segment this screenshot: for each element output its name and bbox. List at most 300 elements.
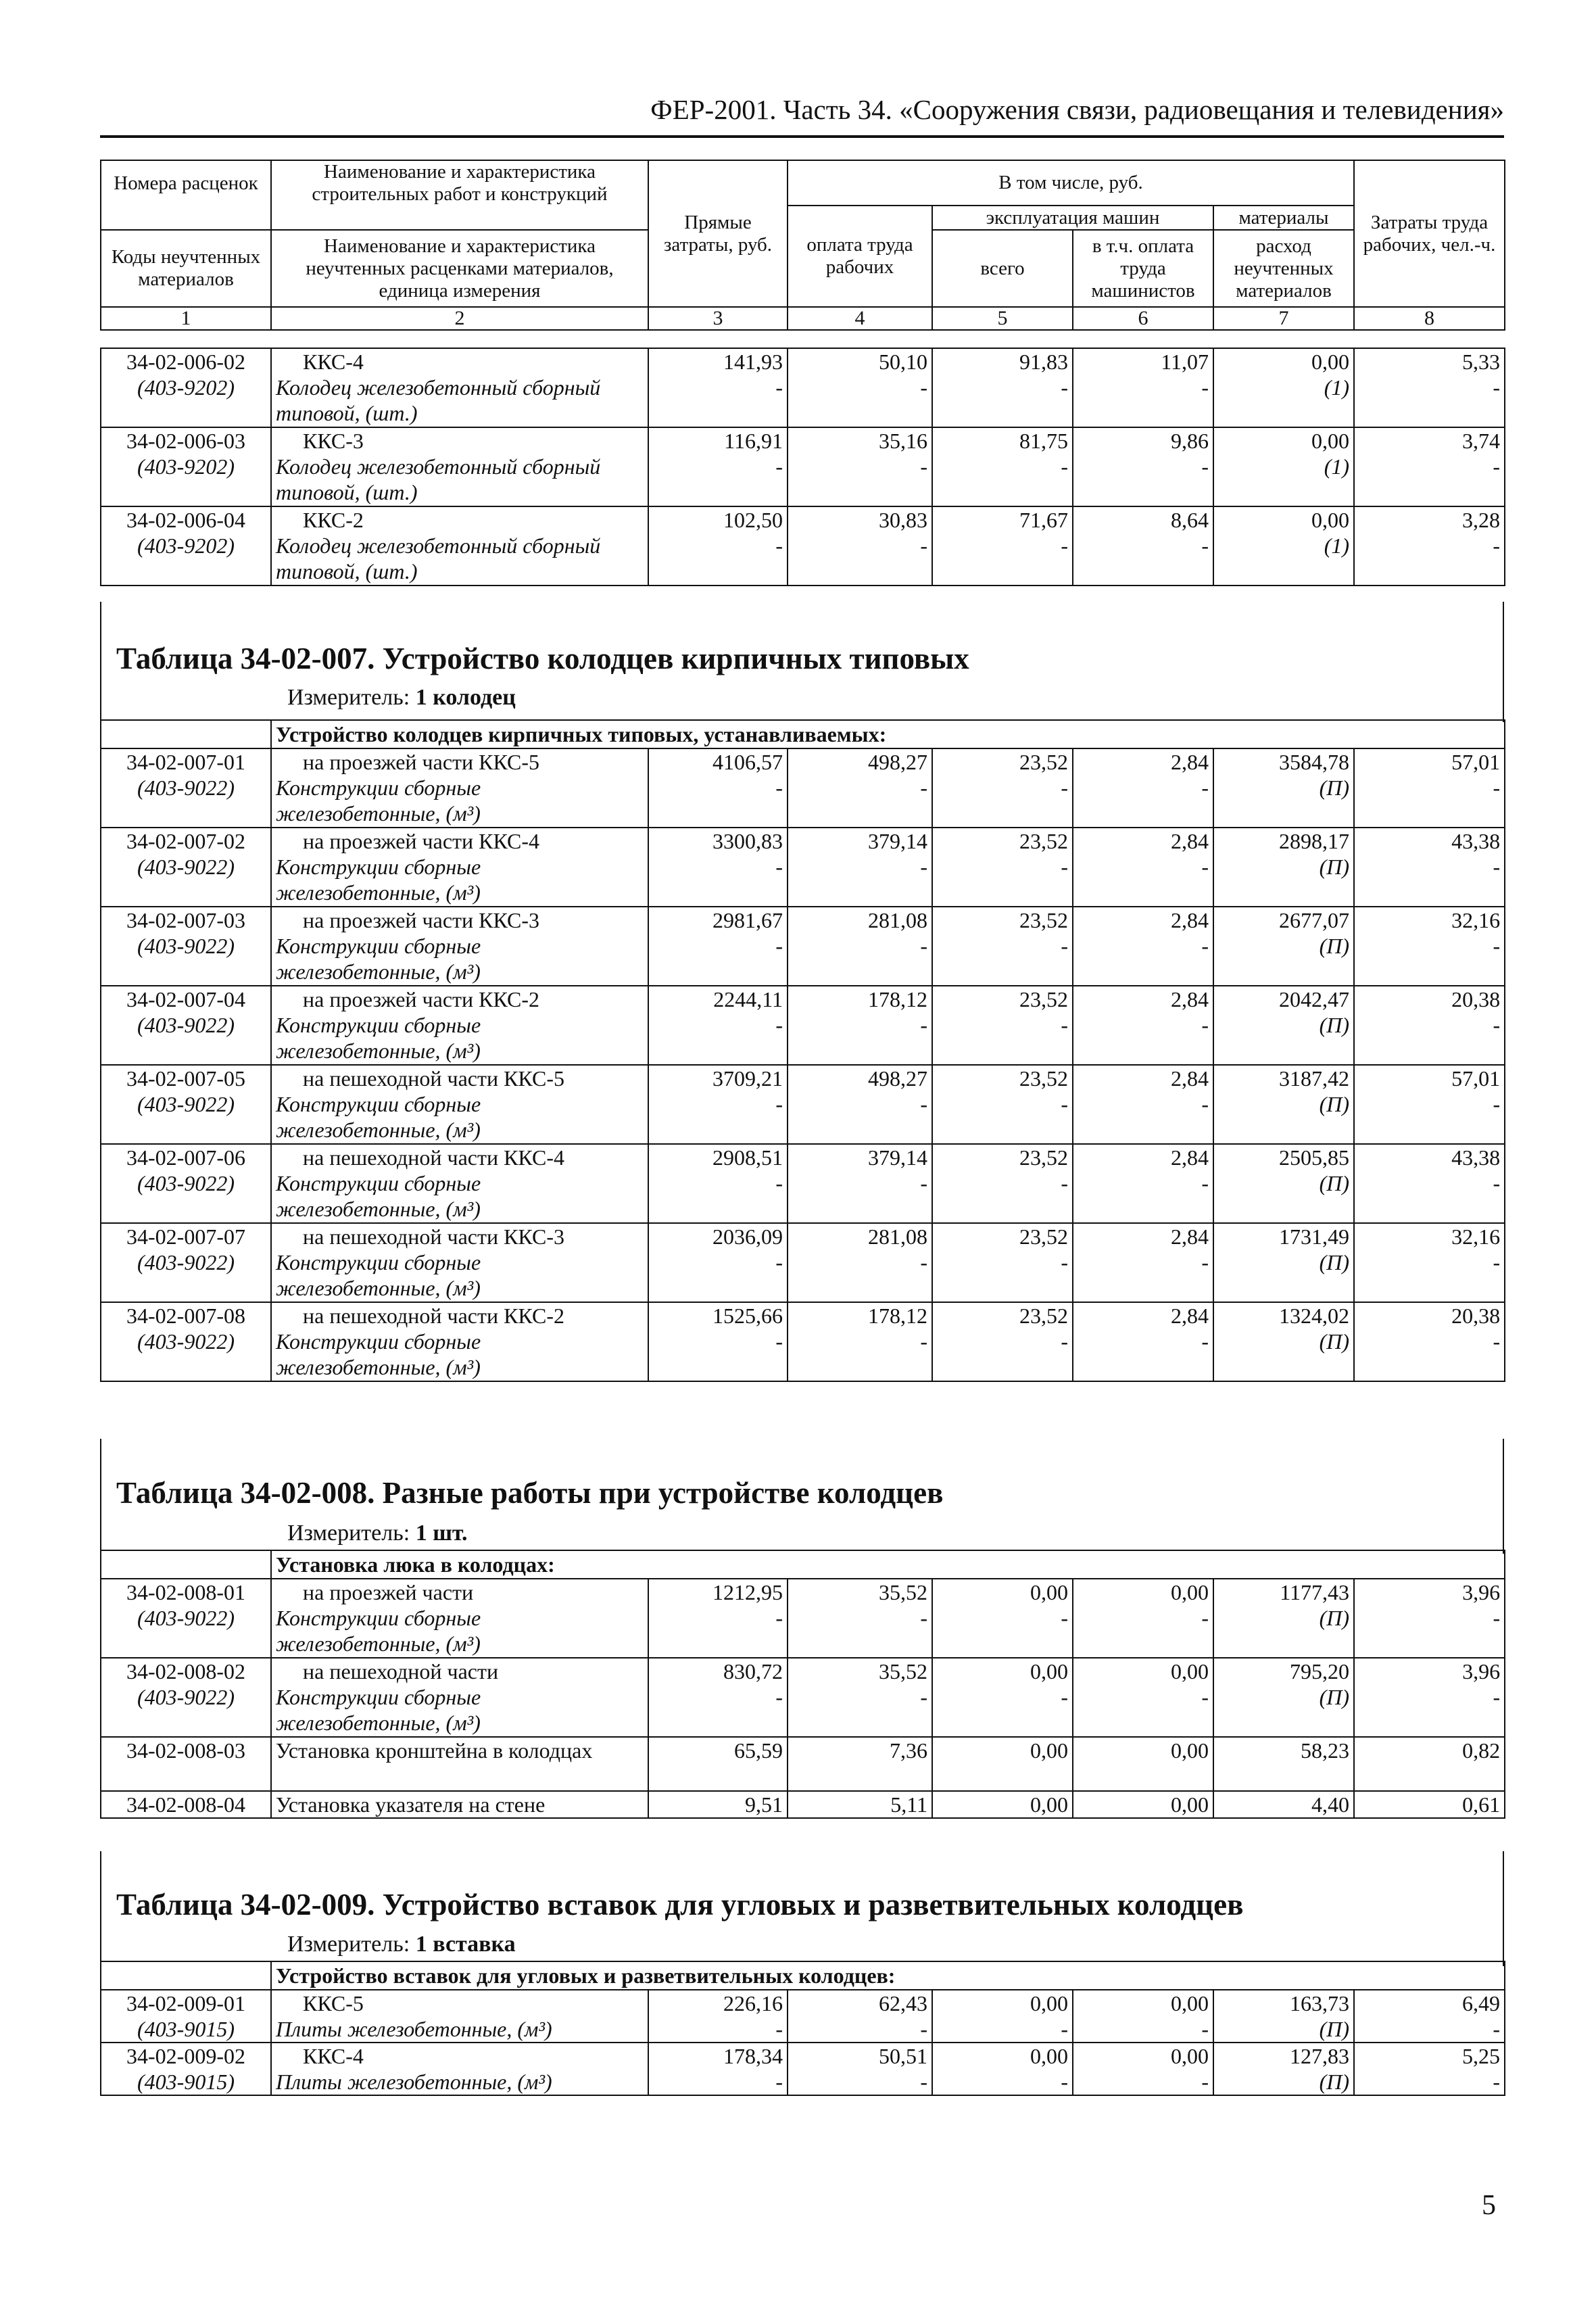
value-c7: 2677,07 xyxy=(1279,908,1349,932)
table-008-measure xyxy=(287,1520,468,1547)
value-c5: 23,52 xyxy=(1019,1145,1068,1170)
value-c5: 0,00 xyxy=(1030,1659,1068,1684)
value-c7-unaccounted: (П) xyxy=(1319,1329,1349,1354)
value-c8: 3,28 xyxy=(1462,508,1500,532)
work-name: на проезжей части ККС-4 xyxy=(303,829,540,853)
value-cell-c3 xyxy=(648,1658,788,1737)
value-c6-unaccounted: - xyxy=(1201,1171,1209,1195)
name-cell xyxy=(271,348,648,427)
value-c4: 30,83 xyxy=(879,508,927,532)
value-cell-c6 xyxy=(1073,986,1213,1065)
value-c3: 65,59 xyxy=(734,1738,783,1763)
value-cell-c3 xyxy=(648,348,788,427)
table-007-title: Таблица 34-02-007. Устройство колодцев кирпичных типовых xyxy=(116,642,969,675)
value-cell-c6 xyxy=(1073,1579,1213,1658)
value-cell-c7 xyxy=(1213,828,1354,907)
value-cell-c5 xyxy=(932,2043,1073,2095)
value-cell-c5 xyxy=(932,1658,1073,1737)
header-oplata: оплата труда рабочих xyxy=(788,206,932,307)
value-c6: 2,84 xyxy=(1171,908,1209,932)
work-name: на пешеходной части ККС-3 xyxy=(303,1224,564,1249)
value-c5: 0,00 xyxy=(1030,1580,1068,1604)
value-c4-unaccounted: - xyxy=(920,1329,927,1354)
value-c7: 127,83 xyxy=(1290,2044,1349,2068)
material-name: Конструкции сборные железобетонные, (м³) xyxy=(276,934,481,984)
rate-code: 34-02-007-05 xyxy=(126,1066,245,1091)
header-num-8: 8 xyxy=(1354,307,1505,330)
value-c5: 23,52 xyxy=(1019,1304,1068,1328)
code-cell xyxy=(101,1302,271,1381)
material-name: Конструкции сборные железобетонные, (м³) xyxy=(276,1329,481,1379)
value-c7-unaccounted: (П) xyxy=(1319,1606,1349,1630)
value-c8: 57,01 xyxy=(1451,750,1501,774)
table-row xyxy=(101,1990,1505,2043)
value-c5: 23,52 xyxy=(1019,1224,1068,1249)
value-cell-c5 xyxy=(932,506,1073,586)
value-c4-unaccounted: - xyxy=(920,1606,927,1630)
work-name: на проезжей части ККС-3 xyxy=(303,908,540,932)
code-cell xyxy=(101,1737,271,1791)
column-header-table xyxy=(100,160,1505,331)
work-name: Установка кронштейна в колодцах xyxy=(276,1738,593,1763)
value-c3: 2981,67 xyxy=(712,908,783,932)
name-cell xyxy=(271,907,648,986)
value-c4: 50,10 xyxy=(879,350,927,374)
value-c7: 163,73 xyxy=(1290,1991,1349,2015)
value-c5: 0,00 xyxy=(1030,1738,1068,1763)
value-cell-c4 xyxy=(788,1990,932,2043)
value-c7-unaccounted: (1) xyxy=(1324,533,1349,558)
value-c8-unaccounted: - xyxy=(1493,533,1500,558)
value-c6-unaccounted: - xyxy=(1201,2017,1209,2041)
material-code: (403-9022) xyxy=(137,1329,235,1354)
value-c4: 379,14 xyxy=(868,829,927,853)
table_008-subheader: Установка люка в колодцах: xyxy=(271,1550,1505,1579)
value-cell-c5 xyxy=(932,1223,1073,1302)
material-name: Конструкции сборные железобетонные, (м³) xyxy=(276,1171,481,1221)
work-name: ККС-4 xyxy=(303,2044,364,2068)
work-name: на пешеходной части xyxy=(303,1659,499,1684)
work-name: на проезжей части ККС-2 xyxy=(303,987,540,1011)
value-c5-unaccounted: - xyxy=(1061,2017,1068,2041)
table-007-measure-label: Измеритель: xyxy=(287,685,410,710)
value-c7-unaccounted: (П) xyxy=(1319,1171,1349,1195)
value-cell-c4 xyxy=(788,1223,932,1302)
value-c6-unaccounted: - xyxy=(1201,934,1209,958)
header-num-7: 7 xyxy=(1213,307,1354,330)
header-nomera-cont xyxy=(101,206,271,230)
value-cell-c6 xyxy=(1073,907,1213,986)
table-row xyxy=(101,1223,1505,1302)
value-c4-unaccounted: - xyxy=(920,775,927,800)
name-cell xyxy=(271,1579,648,1658)
value-c6: 2,84 xyxy=(1171,1304,1209,1328)
rate-code: 34-02-007-03 xyxy=(126,908,245,932)
value-cell-c8 xyxy=(1354,348,1505,427)
name-cell xyxy=(271,1302,648,1381)
value-c3: 9,51 xyxy=(745,1792,783,1817)
value-c6-unaccounted: - xyxy=(1201,1685,1209,1709)
name-cell xyxy=(271,1658,648,1737)
code-cell xyxy=(101,1579,271,1658)
value-cell-c5 xyxy=(932,986,1073,1065)
material-code: (403-9022) xyxy=(137,1171,235,1195)
value-c4-unaccounted: - xyxy=(920,2017,927,2041)
value-c4-unaccounted: - xyxy=(920,1013,927,1037)
value-c7-unaccounted: (П) xyxy=(1319,934,1349,958)
value-c4-unaccounted: - xyxy=(920,533,927,558)
rate-code: 34-02-008-03 xyxy=(126,1738,245,1763)
value-c4: 35,52 xyxy=(879,1659,927,1684)
value-cell-c8 xyxy=(1354,1302,1505,1381)
name-cell xyxy=(271,1990,648,2043)
value-cell-c8 xyxy=(1354,1065,1505,1144)
table-row xyxy=(101,1579,1505,1658)
value-c5: 23,52 xyxy=(1019,750,1068,774)
material-code: (403-9202) xyxy=(137,454,235,479)
value-c7: 3187,42 xyxy=(1279,1066,1349,1091)
material-name: Конструкции сборные железобетонные, (м³) xyxy=(276,1013,481,1063)
value-c7: 3584,78 xyxy=(1279,750,1349,774)
name-cell xyxy=(271,1223,648,1302)
value-cell-c4 xyxy=(788,1144,932,1223)
header-materialy: материалы xyxy=(1213,206,1354,230)
header-num-1: 1 xyxy=(101,307,271,330)
value-c7: 4,40 xyxy=(1311,1792,1349,1817)
table-row xyxy=(101,1065,1505,1144)
table_009-sub-blank xyxy=(101,1961,271,1990)
value-c8: 20,38 xyxy=(1451,1304,1501,1328)
value-cell-c7 xyxy=(1213,427,1354,506)
value-c4: 35,16 xyxy=(879,429,927,453)
work-name: на пешеходной части ККС-5 xyxy=(303,1066,564,1091)
value-cell-c5 xyxy=(932,1065,1073,1144)
value-c8-unaccounted: - xyxy=(1493,375,1500,400)
value-cell-c5 xyxy=(932,828,1073,907)
value-c4: 178,12 xyxy=(868,1304,927,1328)
material-name: Конструкции сборные железобетонные, (м³) xyxy=(276,1606,481,1656)
value-c3: 102,50 xyxy=(723,508,783,532)
header-zatraty: Затраты труда рабочих, чел.-ч. xyxy=(1354,160,1505,307)
value-c5-unaccounted: - xyxy=(1061,1092,1068,1116)
value-c4: 50,51 xyxy=(879,2044,927,2068)
header-pryamye: Прямые затраты, руб. xyxy=(648,160,788,307)
value-c7: 0,00 xyxy=(1311,508,1349,532)
header-num-2: 2 xyxy=(271,307,648,330)
value-cell-c7 xyxy=(1213,1302,1354,1381)
header-v-tom-chisle: В том числе, руб. xyxy=(788,160,1354,206)
value-c4: 498,27 xyxy=(868,1066,927,1091)
value-cell-c3 xyxy=(648,1065,788,1144)
value-c8: 5,33 xyxy=(1462,350,1500,374)
rate-code: 34-02-007-06 xyxy=(126,1145,245,1170)
value-c3-unaccounted: - xyxy=(775,1606,783,1630)
table_007-subheader: Устройство колодцев кирпичных типовых, устанавливаемых: xyxy=(271,720,1505,748)
value-c5: 23,52 xyxy=(1019,1066,1068,1091)
name-cell xyxy=(271,986,648,1065)
table-006 xyxy=(100,348,1505,586)
table-row xyxy=(101,1658,1505,1737)
header-num-5: 5 xyxy=(932,307,1073,330)
value-c6: 2,84 xyxy=(1171,987,1209,1011)
value-c8: 3,96 xyxy=(1462,1659,1501,1684)
header-rashod: расход неучтенных материалов xyxy=(1213,230,1354,307)
value-cell-c5 xyxy=(932,748,1073,828)
value-cell-c3 xyxy=(648,1737,788,1791)
value-c3-unaccounted: - xyxy=(775,1013,783,1037)
value-c4-unaccounted: - xyxy=(920,454,927,479)
value-cell-c6 xyxy=(1073,828,1213,907)
value-c3-unaccounted: - xyxy=(775,855,783,879)
value-cell-c7 xyxy=(1213,1579,1354,1658)
value-c3: 226,16 xyxy=(723,1991,783,2015)
value-c4: 281,08 xyxy=(868,908,927,932)
value-c8-unaccounted: - xyxy=(1493,2070,1500,2094)
header-name-top: Наименование и характеристика строительных работ и конструкций xyxy=(271,160,648,206)
value-c6-unaccounted: - xyxy=(1201,1329,1209,1354)
value-cell-c3 xyxy=(648,506,788,586)
value-cell-c4 xyxy=(788,828,932,907)
header-name-cont xyxy=(271,206,648,230)
rate-code: 34-02-007-08 xyxy=(126,1304,245,1328)
value-c5-unaccounted: - xyxy=(1061,1685,1068,1709)
value-c7: 58,23 xyxy=(1301,1738,1349,1763)
value-c8-unaccounted: - xyxy=(1493,1685,1501,1709)
table-008-measure-value: 1 шт. xyxy=(415,1521,468,1546)
code-cell xyxy=(101,828,271,907)
value-c3: 116,91 xyxy=(724,429,783,453)
value-cell-c7 xyxy=(1213,506,1354,586)
value-c8: 3,74 xyxy=(1462,429,1500,453)
value-cell-c7 xyxy=(1213,1658,1354,1737)
value-c5: 0,00 xyxy=(1030,1792,1068,1817)
value-cell-c4 xyxy=(788,986,932,1065)
table-009-measure-label: Измеритель: xyxy=(287,1932,410,1957)
value-cell-c3 xyxy=(648,828,788,907)
rate-code: 34-02-006-03 xyxy=(126,429,245,453)
header-rule xyxy=(100,135,1504,138)
value-c3-unaccounted: - xyxy=(775,934,783,958)
value-c6: 0,00 xyxy=(1171,1738,1209,1763)
value-c3-unaccounted: - xyxy=(775,375,783,400)
value-c4: 281,08 xyxy=(868,1224,927,1249)
value-cell-c5 xyxy=(932,907,1073,986)
value-cell-c5 xyxy=(932,1302,1073,1381)
value-c6: 0,00 xyxy=(1171,1659,1209,1684)
value-c6: 0,00 xyxy=(1171,1991,1209,2015)
value-c8: 57,01 xyxy=(1451,1066,1501,1091)
code-cell xyxy=(101,348,271,427)
value-c4-unaccounted: - xyxy=(920,1250,927,1274)
value-c6: 0,00 xyxy=(1171,2044,1209,2068)
value-cell-c6 xyxy=(1073,1737,1213,1791)
value-c5-unaccounted: - xyxy=(1061,375,1068,400)
rate-code: 34-02-007-02 xyxy=(126,829,245,853)
value-c6: 2,84 xyxy=(1171,1145,1209,1170)
value-cell-c7 xyxy=(1213,1223,1354,1302)
name-cell xyxy=(271,1737,648,1791)
value-c8-unaccounted: - xyxy=(1493,1329,1501,1354)
work-name: ККС-5 xyxy=(303,1991,364,2015)
table-008 xyxy=(100,1550,1505,1819)
value-cell-c5 xyxy=(932,1990,1073,2043)
value-cell-c6 xyxy=(1073,1791,1213,1818)
value-c5: 0,00 xyxy=(1030,2044,1068,2068)
value-c8: 0,61 xyxy=(1462,1792,1501,1817)
value-c7-unaccounted: (1) xyxy=(1324,375,1349,400)
table-row xyxy=(101,828,1505,907)
value-c8-unaccounted: - xyxy=(1493,1171,1501,1195)
value-c7: 795,20 xyxy=(1290,1659,1349,1684)
value-c5-unaccounted: - xyxy=(1061,1171,1068,1195)
value-c5: 91,83 xyxy=(1019,350,1068,374)
value-c6: 11,07 xyxy=(1161,350,1209,374)
value-cell-c3 xyxy=(648,748,788,828)
value-c7: 2042,47 xyxy=(1279,987,1349,1011)
value-c8-unaccounted: - xyxy=(1493,1606,1501,1630)
value-c7-unaccounted: (П) xyxy=(1319,1013,1349,1037)
value-cell-c3 xyxy=(648,907,788,986)
work-name: на проезжей части ККС-5 xyxy=(303,750,540,774)
header-num-3: 3 xyxy=(648,307,788,330)
value-cell-c7 xyxy=(1213,2043,1354,2095)
material-name: Конструкции сборные железобетонные, (м³) xyxy=(276,1092,481,1142)
value-cell-c8 xyxy=(1354,1223,1505,1302)
value-c6: 2,84 xyxy=(1171,750,1209,774)
table-row xyxy=(101,506,1505,586)
value-cell-c3 xyxy=(648,1791,788,1818)
rate-code: 34-02-008-02 xyxy=(126,1659,245,1684)
value-cell-c8 xyxy=(1354,1579,1505,1658)
value-cell-c6 xyxy=(1073,1065,1213,1144)
value-cell-c7 xyxy=(1213,1791,1354,1818)
value-c6-unaccounted: - xyxy=(1201,1013,1209,1037)
value-cell-c5 xyxy=(932,1737,1073,1791)
value-c4: 62,43 xyxy=(879,1991,927,2015)
table-row xyxy=(101,348,1505,427)
value-c7-unaccounted: (П) xyxy=(1319,1250,1349,1274)
value-c7-unaccounted: (П) xyxy=(1319,1092,1349,1116)
work-name: на пешеходной части ККС-4 xyxy=(303,1145,564,1170)
table-009-title: Таблица 34-02-009. Устройство вставок для угловых и разветвительных колодцев xyxy=(116,1888,1244,1922)
header-num-4: 4 xyxy=(788,307,932,330)
value-c4: 498,27 xyxy=(868,750,927,774)
value-c4: 178,12 xyxy=(868,987,927,1011)
code-cell xyxy=(101,1791,271,1818)
value-c8: 5,25 xyxy=(1462,2044,1500,2068)
value-cell-c7 xyxy=(1213,348,1354,427)
code-cell xyxy=(101,506,271,586)
code-cell xyxy=(101,907,271,986)
value-cell-c7 xyxy=(1213,1065,1354,1144)
value-c3: 3709,21 xyxy=(712,1066,783,1091)
value-c8-unaccounted: - xyxy=(1493,855,1501,879)
value-c8-unaccounted: - xyxy=(1493,1250,1501,1274)
material-code: (403-9202) xyxy=(137,375,235,400)
value-c7-unaccounted: (П) xyxy=(1319,855,1349,879)
value-c5-unaccounted: - xyxy=(1061,533,1068,558)
value-c3: 2244,11 xyxy=(713,987,783,1011)
value-cell-c4 xyxy=(788,1791,932,1818)
rate-code: 34-02-008-04 xyxy=(126,1792,245,1817)
value-cell-c5 xyxy=(932,427,1073,506)
rate-code: 34-02-006-02 xyxy=(126,350,245,374)
value-cell-c4 xyxy=(788,506,932,586)
table-row xyxy=(101,1144,1505,1223)
value-c6: 0,00 xyxy=(1171,1792,1209,1817)
table-008-title: Таблица 34-02-008. Разные работы при устройстве колодцев xyxy=(116,1476,944,1510)
value-cell-c6 xyxy=(1073,1144,1213,1223)
value-cell-c3 xyxy=(648,1579,788,1658)
value-c8: 43,38 xyxy=(1451,829,1501,853)
value-c8: 20,38 xyxy=(1451,987,1501,1011)
value-cell-c6 xyxy=(1073,748,1213,828)
value-c4-unaccounted: - xyxy=(920,1171,927,1195)
material-name: Конструкции сборные железобетонные, (м³) xyxy=(276,1685,481,1735)
work-name: на пешеходной части ККС-2 xyxy=(303,1304,564,1328)
value-c8: 43,38 xyxy=(1451,1145,1501,1170)
value-cell-c3 xyxy=(648,1223,788,1302)
page-number: 5 xyxy=(1482,2190,1496,2221)
value-c7: 1177,43 xyxy=(1280,1580,1349,1604)
value-c3: 4106,57 xyxy=(712,750,783,774)
value-cell-c7 xyxy=(1213,986,1354,1065)
material-name: Конструкции сборные железобетонные, (м³) xyxy=(276,775,481,826)
value-c5-unaccounted: - xyxy=(1061,1606,1068,1630)
value-cell-c6 xyxy=(1073,1990,1213,2043)
code-cell xyxy=(101,1658,271,1737)
header-nomera: Номера расценок xyxy=(101,160,271,206)
header-vsego: всего xyxy=(932,230,1073,307)
value-c3: 3300,83 xyxy=(712,829,783,853)
value-c6-unaccounted: - xyxy=(1201,454,1209,479)
work-name: Установка указателя на стене xyxy=(276,1792,546,1817)
value-c6-unaccounted: - xyxy=(1201,375,1209,400)
value-cell-c6 xyxy=(1073,506,1213,586)
table-009-measure-value: 1 вставка xyxy=(415,1932,516,1957)
value-cell-c8 xyxy=(1354,986,1505,1065)
value-cell-c8 xyxy=(1354,1144,1505,1223)
table_007-sub-blank xyxy=(101,720,271,748)
value-cell-c4 xyxy=(788,348,932,427)
value-c8: 32,16 xyxy=(1451,1224,1501,1249)
table-007 xyxy=(100,719,1505,1382)
value-c5-unaccounted: - xyxy=(1061,775,1068,800)
value-c7-unaccounted: (П) xyxy=(1319,2070,1349,2094)
value-c3-unaccounted: - xyxy=(775,1329,783,1354)
value-cell-c4 xyxy=(788,2043,932,2095)
value-cell-c5 xyxy=(932,1144,1073,1223)
value-c5-unaccounted: - xyxy=(1061,1329,1068,1354)
value-cell-c7 xyxy=(1213,1990,1354,2043)
material-code: (403-9022) xyxy=(137,1606,235,1630)
material-name: Плиты железобетонные, (м³) xyxy=(276,2017,552,2041)
value-c8-unaccounted: - xyxy=(1493,1092,1501,1116)
code-cell xyxy=(101,1223,271,1302)
rate-code: 34-02-009-01 xyxy=(126,1991,245,2015)
value-cell-c4 xyxy=(788,1065,932,1144)
value-c6-unaccounted: - xyxy=(1201,1092,1209,1116)
value-c7: 2505,85 xyxy=(1279,1145,1349,1170)
material-name: Конструкции сборные железобетонные, (м³) xyxy=(276,855,481,905)
value-cell-c6 xyxy=(1073,1302,1213,1381)
header-num-6: 6 xyxy=(1073,307,1213,330)
code-cell xyxy=(101,986,271,1065)
value-c8: 3,96 xyxy=(1462,1580,1501,1604)
value-cell-c6 xyxy=(1073,1223,1213,1302)
value-c6: 8,64 xyxy=(1171,508,1209,532)
value-c7: 1324,02 xyxy=(1279,1304,1349,1328)
